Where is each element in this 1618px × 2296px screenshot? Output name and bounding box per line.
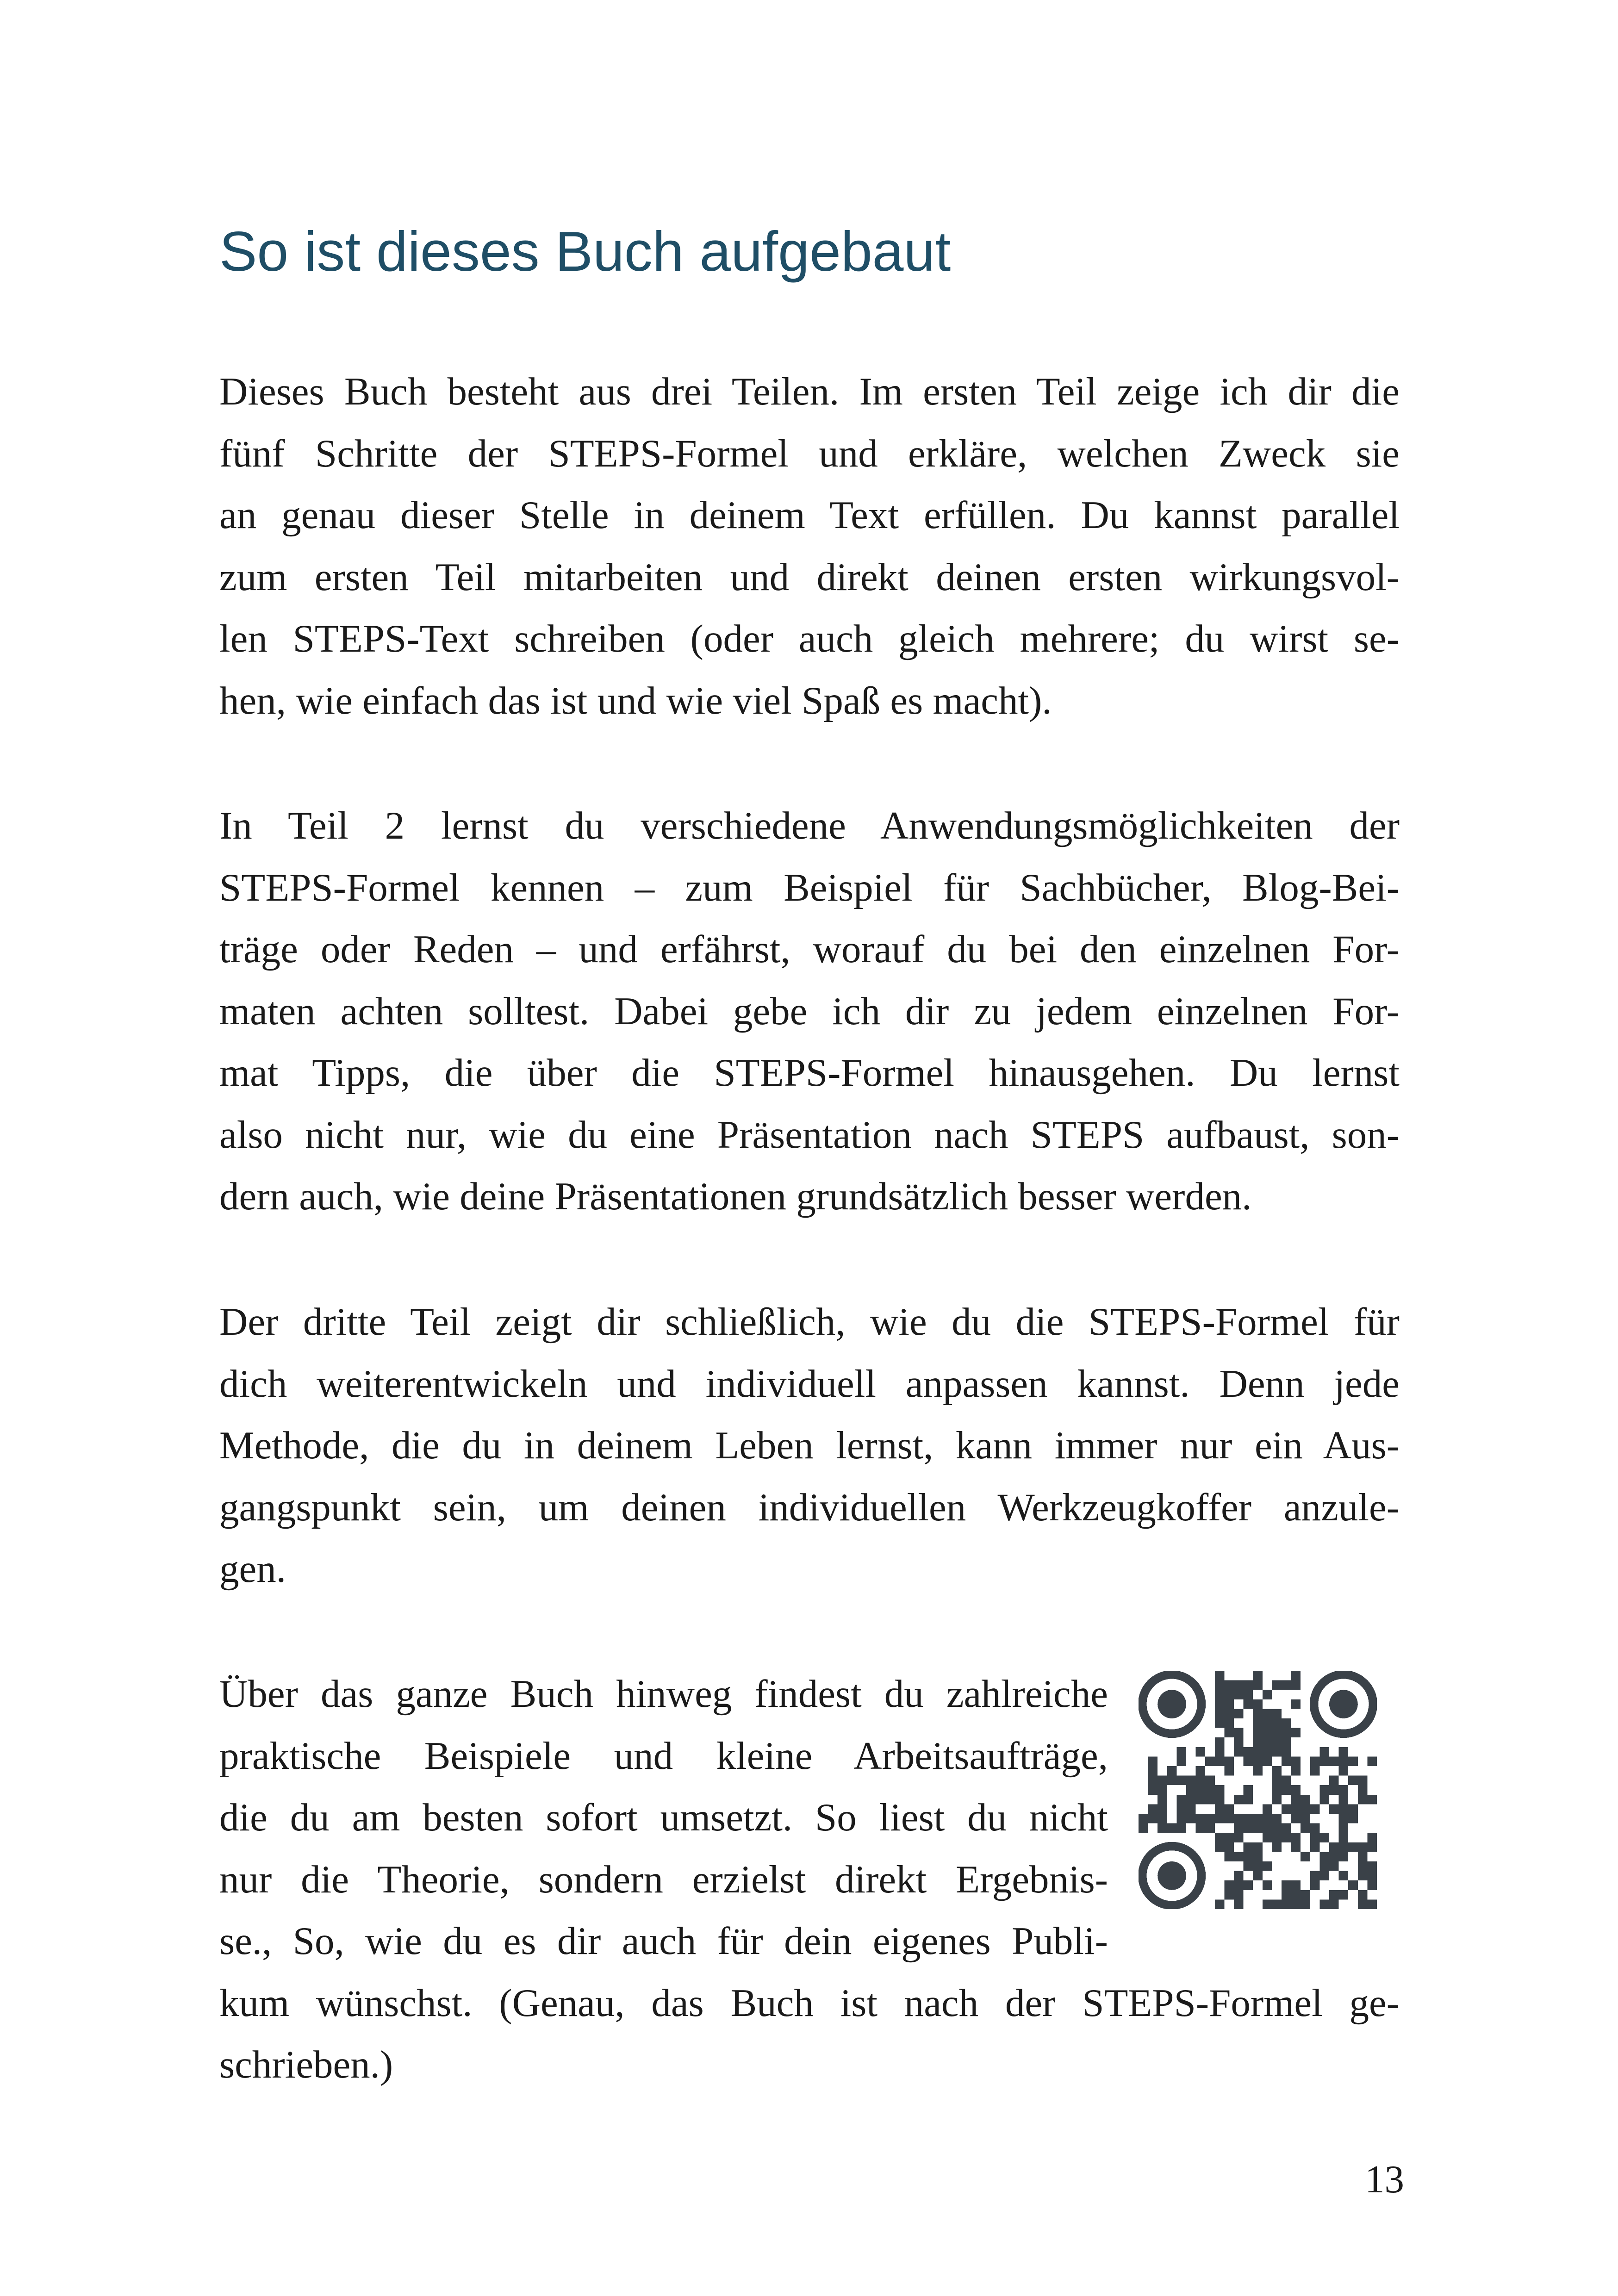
qr-module	[1319, 1756, 1329, 1766]
qr-module	[1282, 1728, 1291, 1738]
qr-module	[1282, 1776, 1291, 1786]
qr-module	[1176, 1814, 1186, 1823]
qr-module	[1272, 1709, 1282, 1718]
qr-module	[1234, 1852, 1244, 1861]
text-line: maten achten solltest. Dabei gebe ich dir zu jedem einzelnen For-	[219, 989, 1400, 1033]
qr-module	[1215, 1785, 1225, 1795]
qr-module	[1167, 1823, 1177, 1833]
text-line: nur die Theorie, sondern erzielst direkt Ergebnis-	[219, 1857, 1108, 1901]
qr-module	[1139, 1823, 1148, 1833]
qr-module	[1215, 1718, 1225, 1728]
qr-module	[1186, 1785, 1196, 1795]
qr-module	[1167, 1766, 1177, 1776]
qr-module	[1263, 1804, 1272, 1814]
qr-module	[1310, 1756, 1320, 1766]
qr-module	[1215, 1709, 1225, 1718]
qr-module	[1339, 1814, 1349, 1823]
qr-module	[1244, 1680, 1253, 1690]
qr-module	[1148, 1785, 1158, 1795]
text-line: Über das ganze Buch hinweg findest du zahlreiche	[219, 1672, 1108, 1716]
qr-module	[1301, 1823, 1310, 1833]
qr-module	[1234, 1823, 1244, 1833]
qr-finder-dot	[1329, 1690, 1358, 1718]
qr-module	[1205, 1785, 1215, 1795]
qr-module	[1263, 1814, 1272, 1823]
qr-module	[1272, 1680, 1282, 1690]
text-line: zum ersten Teil mitarbeiten und direkt deinen ersten wirkungsvol-	[219, 555, 1400, 599]
qr-module	[1253, 1766, 1263, 1776]
qr-module	[1263, 1880, 1272, 1890]
qr-module	[1139, 1814, 1148, 1823]
qr-module	[1224, 1890, 1234, 1900]
qr-module	[1176, 1823, 1186, 1833]
qr-module	[1234, 1899, 1244, 1909]
qr-module	[1176, 1776, 1186, 1786]
qr-module	[1282, 1737, 1291, 1747]
qr-module	[1215, 1671, 1225, 1680]
qr-module	[1272, 1842, 1282, 1852]
qr-module	[1339, 1756, 1349, 1766]
qr-module	[1329, 1785, 1339, 1795]
qr-module	[1253, 1699, 1263, 1709]
qr-module	[1176, 1756, 1186, 1766]
qr-module	[1157, 1804, 1167, 1814]
qr-module	[1244, 1823, 1253, 1833]
qr-module	[1272, 1737, 1282, 1747]
qr-module	[1215, 1699, 1225, 1709]
paragraph-2	[219, 795, 1400, 1228]
text-line: mat Tipps, die über die STEPS-Formel hinausgehen. Du lernst	[219, 1051, 1400, 1095]
qr-module	[1186, 1776, 1196, 1786]
qr-module	[1348, 1814, 1358, 1823]
qr-module	[1301, 1795, 1310, 1804]
qr-module	[1358, 1871, 1368, 1881]
qr-module	[1234, 1814, 1244, 1823]
qr-module	[1339, 1823, 1349, 1833]
qr-module	[1253, 1852, 1263, 1861]
qr-module	[1196, 1785, 1206, 1795]
qr-module	[1272, 1785, 1282, 1795]
text-line: träge oder Reden – und erfährst, worauf du bei den einzelnen For-	[219, 927, 1400, 971]
qr-module	[1224, 1880, 1234, 1890]
qr-module	[1253, 1709, 1263, 1718]
qr-module	[1205, 1814, 1215, 1823]
text-line: len STEPS-Text schreiben (oder auch gleich mehrere; du wirst se-	[219, 617, 1400, 660]
qr-module	[1148, 1804, 1158, 1814]
qr-module	[1339, 1795, 1349, 1804]
qr-module	[1244, 1699, 1253, 1709]
qr-module	[1224, 1804, 1234, 1814]
qr-module	[1215, 1833, 1225, 1842]
text-line: an genau dieser Stelle in deinem Text erfüllen. Du kannst parallel	[219, 493, 1400, 537]
qr-module	[1263, 1861, 1272, 1871]
qr-module	[1282, 1890, 1291, 1900]
qr-module	[1358, 1861, 1368, 1871]
qr-module	[1253, 1737, 1263, 1747]
paragraph-1	[219, 361, 1400, 732]
qr-module	[1186, 1804, 1196, 1814]
qr-module	[1272, 1718, 1282, 1728]
qr-module	[1367, 1833, 1377, 1842]
qr-module	[1367, 1795, 1377, 1804]
qr-module	[1282, 1899, 1291, 1909]
qr-module	[1291, 1699, 1301, 1709]
qr-module	[1234, 1890, 1244, 1900]
qr-module	[1272, 1833, 1282, 1842]
qr-module	[1234, 1690, 1244, 1699]
qr-module	[1282, 1680, 1291, 1690]
qr-module	[1253, 1756, 1263, 1766]
qr-module	[1157, 1795, 1167, 1804]
qr-module	[1263, 1737, 1272, 1747]
qr-module	[1157, 1814, 1167, 1823]
qr-module	[1329, 1776, 1339, 1786]
qr-module	[1253, 1728, 1263, 1738]
qr-module	[1224, 1728, 1234, 1738]
qr-module	[1339, 1785, 1349, 1795]
qr-module	[1310, 1842, 1320, 1852]
qr-module	[1291, 1671, 1301, 1680]
qr-module	[1310, 1833, 1320, 1842]
qr-module	[1272, 1899, 1282, 1909]
qr-module	[1215, 1795, 1225, 1804]
qr-module	[1234, 1680, 1244, 1690]
qr-module	[1167, 1776, 1177, 1786]
text-line: die du am besten sofort umsetzt. So liest du nicht	[219, 1796, 1108, 1839]
qr-module	[1186, 1814, 1196, 1823]
qr-module	[1263, 1718, 1272, 1728]
qr-module	[1224, 1680, 1234, 1690]
qr-module	[1329, 1804, 1339, 1814]
qr-module	[1339, 1747, 1349, 1757]
qr-module	[1224, 1756, 1234, 1766]
qr-module	[1205, 1795, 1215, 1804]
qr-module	[1244, 1814, 1253, 1823]
qr-module	[1367, 1880, 1377, 1890]
text-line: gen.	[219, 1547, 286, 1591]
qr-module	[1319, 1852, 1329, 1861]
qr-module	[1348, 1842, 1358, 1852]
text-line: schrieben.)	[219, 2043, 393, 2086]
qr-module	[1329, 1756, 1339, 1766]
qr-module	[1301, 1814, 1310, 1823]
qr-module	[1282, 1880, 1291, 1890]
qr-module	[1148, 1766, 1158, 1776]
qr-module	[1291, 1899, 1301, 1909]
text-line: se., So, wie du es dir auch für dein eigenes Publi-	[219, 1919, 1108, 1963]
qr-module	[1291, 1766, 1301, 1776]
qr-module	[1367, 1756, 1377, 1766]
qr-module	[1319, 1899, 1329, 1909]
qr-module	[1282, 1718, 1291, 1728]
text-line: Methode, die du in deinem Leben lernst, kann immer nur ein Aus-	[219, 1424, 1400, 1467]
qr-module	[1263, 1833, 1272, 1842]
qr-module	[1196, 1814, 1206, 1823]
qr-module	[1319, 1795, 1329, 1804]
qr-finder-dot	[1157, 1861, 1186, 1890]
qr-module	[1224, 1718, 1234, 1728]
qr-module	[1186, 1795, 1196, 1804]
qr-module	[1224, 1766, 1234, 1776]
qr-module	[1272, 1795, 1282, 1804]
qr-module	[1339, 1804, 1349, 1814]
qr-module	[1253, 1842, 1263, 1852]
qr-module	[1329, 1861, 1339, 1871]
qr-module	[1196, 1823, 1206, 1833]
text-line: dern auch, wie deine Präsentationen grundsätzlich besser werden.	[219, 1175, 1252, 1218]
qr-module	[1367, 1861, 1377, 1871]
qr-module	[1301, 1852, 1310, 1861]
qr-module	[1224, 1699, 1234, 1709]
qr-module	[1244, 1785, 1253, 1795]
qr-module	[1310, 1823, 1320, 1833]
qr-module	[1215, 1747, 1225, 1757]
qr-module	[1215, 1737, 1225, 1747]
qr-module	[1282, 1747, 1291, 1757]
text-line: kum wünschst. (Genau, das Buch ist nach der STEPS-Formel ge-	[219, 1981, 1400, 2025]
qr-module	[1291, 1842, 1301, 1852]
qr-module	[1263, 1899, 1272, 1909]
qr-module	[1310, 1871, 1320, 1881]
qr-module	[1348, 1776, 1358, 1786]
qr-module	[1358, 1890, 1368, 1900]
qr-module	[1176, 1747, 1186, 1757]
qr-module	[1196, 1795, 1206, 1804]
qr-module	[1319, 1861, 1329, 1871]
text-line: In Teil 2 lernst du verschiedene Anwendungsmöglichkeiten der	[219, 804, 1400, 847]
text-line: fünf Schritte der STEPS-Formel und erkläre, welchen Zweck sie	[219, 431, 1400, 475]
text-line: Dieses Buch besteht aus drei Teilen. Im ersten Teil zeige ich dir die	[219, 370, 1400, 413]
qr-module	[1282, 1823, 1291, 1833]
qr-module	[1157, 1785, 1167, 1795]
qr-module	[1291, 1680, 1301, 1690]
qr-module	[1224, 1842, 1234, 1852]
qr-module	[1215, 1842, 1225, 1852]
qr-module	[1339, 1852, 1349, 1861]
qr-module	[1253, 1747, 1263, 1757]
qr-module	[1244, 1852, 1253, 1861]
qr-module	[1234, 1880, 1244, 1890]
text-line: hen, wie einfach das ist und wie viel Spaß es macht).	[219, 678, 1052, 722]
qr-module	[1319, 1785, 1329, 1795]
text-line: also nicht nur, wie du eine Präsentation nach STEPS aufbaust, son-	[219, 1113, 1400, 1157]
qr-code-icon[interactable]	[1139, 1671, 1377, 1909]
qr-module	[1205, 1823, 1215, 1833]
qr-module	[1234, 1871, 1244, 1881]
qr-module	[1176, 1795, 1186, 1804]
qr-module	[1253, 1680, 1263, 1690]
qr-module	[1291, 1833, 1301, 1842]
qr-module	[1196, 1747, 1206, 1757]
qr-module	[1291, 1728, 1301, 1738]
qr-module	[1215, 1756, 1225, 1766]
qr-module	[1148, 1776, 1158, 1786]
qr-module	[1215, 1814, 1225, 1823]
qr-module	[1234, 1737, 1244, 1747]
qr-module	[1148, 1814, 1158, 1823]
qr-module	[1234, 1833, 1244, 1842]
qr-module	[1253, 1871, 1263, 1881]
qr-module	[1329, 1890, 1339, 1900]
qr-module	[1234, 1795, 1244, 1804]
qr-module	[1367, 1871, 1377, 1881]
qr-module	[1253, 1718, 1263, 1728]
page-number: 13	[1365, 2158, 1404, 2201]
qr-module	[1358, 1785, 1368, 1795]
text-line: dich weiterentwickeln und individuell anpassen kannst. Denn jede	[219, 1362, 1400, 1406]
qr-module	[1263, 1690, 1272, 1699]
qr-module	[1244, 1747, 1253, 1757]
qr-module	[1244, 1795, 1253, 1804]
qr-module	[1329, 1899, 1339, 1909]
qr-module	[1272, 1766, 1282, 1776]
qr-module	[1244, 1756, 1253, 1766]
qr-module	[1282, 1756, 1291, 1766]
qr-module	[1263, 1747, 1272, 1757]
qr-module	[1176, 1804, 1186, 1814]
qr-module	[1367, 1899, 1377, 1909]
qr-module	[1301, 1890, 1310, 1900]
qr-module	[1148, 1756, 1158, 1766]
text-line: Der dritte Teil zeigt dir schließlich, wie du die STEPS-Formel für	[219, 1300, 1400, 1344]
qr-module	[1339, 1833, 1349, 1842]
qr-module	[1301, 1804, 1310, 1814]
qr-module	[1348, 1756, 1358, 1766]
qr-module	[1224, 1709, 1234, 1718]
qr-module	[1253, 1671, 1263, 1680]
qr-module	[1291, 1880, 1301, 1890]
qr-module	[1234, 1728, 1244, 1738]
qr-module	[1358, 1852, 1368, 1861]
qr-module	[1234, 1747, 1244, 1757]
qr-module	[1272, 1776, 1282, 1786]
qr-module	[1348, 1804, 1358, 1814]
text-line: gangspunkt sein, um deinen individuellen Werkzeugkoffer anzule-	[219, 1485, 1400, 1529]
qr-module	[1339, 1871, 1349, 1881]
qr-module	[1244, 1861, 1253, 1871]
qr-module	[1234, 1709, 1244, 1718]
qr-module	[1272, 1823, 1282, 1833]
qr-module	[1291, 1756, 1301, 1766]
qr-module	[1253, 1814, 1263, 1823]
qr-module	[1157, 1776, 1167, 1786]
qr-module	[1272, 1747, 1282, 1757]
qr-module	[1157, 1823, 1167, 1833]
qr-module	[1282, 1785, 1291, 1795]
qr-module	[1215, 1804, 1225, 1814]
qr-module	[1301, 1899, 1310, 1909]
qr-module	[1282, 1833, 1291, 1842]
qr-module	[1319, 1747, 1329, 1757]
qr-module	[1339, 1890, 1349, 1900]
qr-module	[1215, 1680, 1225, 1690]
qr-module	[1205, 1756, 1215, 1766]
qr-module	[1263, 1728, 1272, 1738]
qr-module	[1224, 1814, 1234, 1823]
qr-module	[1215, 1899, 1225, 1909]
qr-module	[1244, 1880, 1253, 1890]
qr-module	[1358, 1795, 1368, 1804]
qr-module	[1272, 1814, 1282, 1823]
qr-module	[1253, 1823, 1263, 1833]
qr-module	[1339, 1842, 1349, 1852]
qr-module	[1291, 1804, 1301, 1814]
qr-module	[1310, 1804, 1320, 1814]
qr-module	[1244, 1690, 1253, 1699]
qr-module	[1319, 1871, 1329, 1881]
qr-module	[1358, 1842, 1368, 1852]
qr-module	[1196, 1776, 1206, 1786]
qr-module	[1224, 1833, 1234, 1842]
paragraph-3	[219, 1291, 1400, 1600]
qr-module	[1205, 1776, 1215, 1786]
qr-finder-dot	[1157, 1690, 1186, 1718]
qr-module	[1310, 1880, 1320, 1890]
qr-module	[1263, 1756, 1272, 1766]
qr-module	[1263, 1709, 1272, 1718]
qr-module	[1291, 1814, 1301, 1823]
section-heading: So ist dieses Buch aufgebaut	[219, 220, 951, 283]
qr-module	[1339, 1766, 1349, 1776]
text-line: STEPS-Formel kennen – zum Beispiel für Sachbücher, Blog-Bei-	[219, 865, 1400, 909]
text-line: praktische Beispiele und kleine Arbeitsaufträge,	[219, 1734, 1108, 1778]
qr-module	[1215, 1690, 1225, 1699]
qr-module	[1310, 1766, 1320, 1776]
qr-module	[1224, 1852, 1234, 1861]
qr-module	[1291, 1890, 1301, 1900]
qr-module	[1196, 1766, 1206, 1776]
qr-module	[1291, 1785, 1301, 1795]
qr-module	[1224, 1690, 1234, 1699]
qr-module	[1319, 1833, 1329, 1842]
qr-module	[1348, 1880, 1358, 1890]
qr-module	[1291, 1795, 1301, 1804]
qr-module	[1329, 1852, 1339, 1861]
qr-module	[1272, 1728, 1282, 1738]
qr-module	[1367, 1842, 1377, 1852]
qr-module	[1253, 1861, 1263, 1871]
qr-module	[1282, 1804, 1291, 1814]
qr-module	[1329, 1842, 1339, 1852]
qr-module	[1263, 1823, 1272, 1833]
qr-module	[1358, 1899, 1368, 1909]
qr-module	[1244, 1842, 1253, 1852]
qr-module	[1358, 1776, 1368, 1786]
